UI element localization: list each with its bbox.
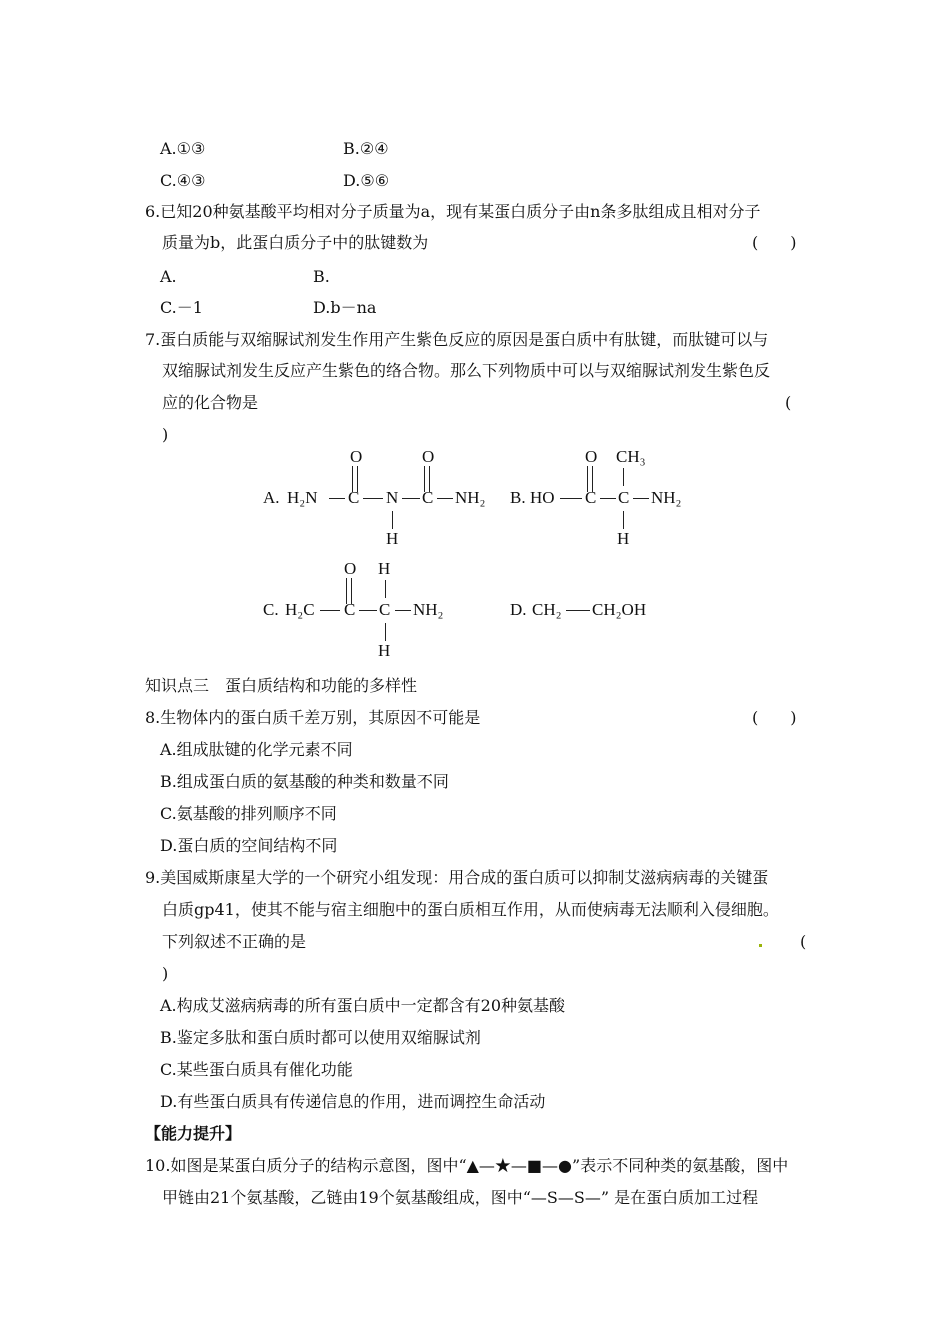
- decorative-dot: [759, 944, 762, 947]
- bond: [363, 498, 383, 499]
- bond: [392, 511, 393, 529]
- q9-option-c: C.某些蛋白质具有催化功能: [160, 1060, 353, 1079]
- structure-a-h: H: [386, 529, 399, 548]
- q6-answer-paren: ( ): [752, 233, 797, 252]
- bond: [437, 498, 453, 499]
- q9-option-b: B.鉴定多肽和蛋白质时都可以使用双缩脲试剂: [160, 1028, 481, 1047]
- q9-stem-line3: 下列叙述不正确的是: [162, 932, 307, 951]
- section-heading-ability: 【能力提升】: [145, 1124, 242, 1143]
- q6-option-b: B.: [313, 267, 330, 286]
- q6-option-d: D.b－na: [313, 298, 377, 317]
- bond: [560, 498, 582, 499]
- structure-d-ch2: CH₂: [532, 600, 562, 619]
- bond: [395, 610, 411, 611]
- bond: [566, 610, 590, 611]
- q8-option-a: A.组成肽键的化学元素不同: [160, 740, 353, 759]
- structure-c-label: C.: [263, 600, 279, 619]
- q10-stem-line1: 10.如图是某蛋白质分子的结构示意图，图中“▲—★—■—●”表示不同种类的氨基酸，图中: [145, 1156, 789, 1175]
- structure-c-c2: C: [379, 600, 391, 619]
- bond: [600, 498, 616, 499]
- q8-answer-paren: ( ): [752, 708, 797, 727]
- q6-stem-line2: 质量为b，此蛋白质分子中的肽键数为: [162, 233, 429, 252]
- structure-c-h2c: H₂C: [285, 600, 315, 619]
- bond: [320, 610, 340, 611]
- q9-stem-line1: 9.美国威斯康星大学的一个研究小组发现：用合成的蛋白质可以抑制艾滋病病毒的关键蛋: [145, 868, 769, 887]
- structure-a-c2: C: [422, 488, 434, 507]
- q7-stem-line1: 7.蛋白质能与双缩脲试剂发生作用产生紫色反应的原因是蛋白质中有肽键，而肽键可以与: [145, 330, 769, 349]
- bond: [385, 580, 386, 598]
- q5-option-a: A.①③: [160, 139, 206, 158]
- q7-stem-line2: 双缩脲试剂发生反应产生紫色的络合物。那么下列物质中可以与双缩脲试剂发生紫色反: [162, 361, 771, 380]
- structure-a-o1: O: [350, 447, 363, 466]
- structure-b-c1: C: [585, 488, 597, 507]
- q5-option-c: C.④③: [160, 171, 206, 190]
- q5-option-d: D.⑤⑥: [343, 171, 390, 190]
- q8-option-c: C.氨基酸的排列顺序不同: [160, 804, 337, 823]
- bond: [623, 468, 624, 486]
- structure-a-c1: C: [348, 488, 360, 507]
- double-bond: [352, 466, 358, 492]
- section-heading-knowledge-3: 知识点三 蛋白质结构和功能的多样性: [145, 676, 418, 695]
- q9-stem-line2: 白质gp41，使其不能与宿主细胞中的蛋白质相互作用，从而使病毒无法顺利入侵细胞。: [162, 900, 779, 919]
- q5-option-b: B.②④: [343, 139, 389, 158]
- structure-b-ho: HO: [530, 488, 555, 507]
- bond: [623, 511, 624, 529]
- structure-b-label: B.: [510, 488, 526, 507]
- structure-a-n: N: [386, 488, 399, 507]
- structure-a-nh2: NH₂: [455, 488, 486, 507]
- bond: [359, 610, 377, 611]
- structure-c-c1: C: [344, 600, 356, 619]
- q7-paren-open: (: [785, 393, 792, 412]
- structure-b-o: O: [585, 447, 598, 466]
- structure-a-o2: O: [422, 447, 435, 466]
- q7-stem-line3: 应的化合物是: [162, 393, 259, 412]
- bond: [633, 498, 649, 499]
- structure-c-o: O: [344, 559, 357, 578]
- q8-stem: 8.生物体内的蛋白质千差万别，其原因不可能是: [145, 708, 481, 727]
- structure-b-c2: C: [618, 488, 630, 507]
- structure-a-label: A.: [263, 488, 280, 507]
- structure-b-nh2: NH₂: [651, 488, 682, 507]
- structure-c-nh2: NH₂: [413, 600, 444, 619]
- bond: [402, 498, 420, 499]
- bond: [329, 498, 345, 499]
- q9-option-d: D.有些蛋白质具有传递信息的作用，进而调控生命活动: [160, 1092, 546, 1111]
- q6-option-a: A.: [160, 267, 177, 286]
- q10-stem-line2: 甲链由21个氨基酸，乙链由19个氨基酸组成，图中“—S—S—” 是在蛋白质加工过程: [162, 1188, 759, 1207]
- q8-option-b: B.组成蛋白质的氨基酸的种类和数量不同: [160, 772, 449, 791]
- structure-a-h2n: H₂N: [287, 488, 318, 507]
- q7-paren-close: ): [162, 425, 169, 444]
- structure-b-ch3: CH₃: [616, 447, 646, 466]
- structure-c-h-bottom: H: [378, 641, 391, 660]
- q6-option-c: C.－1: [160, 298, 203, 317]
- q6-stem-line1: 6.已知20种氨基酸平均相对分子质量为a，现有某蛋白质分子由n条多肽组成且相对分子: [145, 202, 761, 221]
- structure-b-h: H: [617, 529, 630, 548]
- double-bond: [424, 466, 430, 492]
- q9-paren-open: (: [800, 932, 807, 951]
- structure-d-label: D.: [510, 600, 527, 619]
- structure-c-h-top: H: [378, 559, 391, 578]
- double-bond: [587, 466, 593, 492]
- double-bond: [346, 578, 352, 604]
- q9-option-a: A.构成艾滋病病毒的所有蛋白质中一定都含有20种氨基酸: [160, 996, 566, 1015]
- q8-option-d: D.蛋白质的空间结构不同: [160, 836, 338, 855]
- bond: [385, 623, 386, 641]
- q9-paren-close: ): [162, 964, 169, 983]
- structure-d-ch2oh: CH₂OH: [592, 600, 647, 619]
